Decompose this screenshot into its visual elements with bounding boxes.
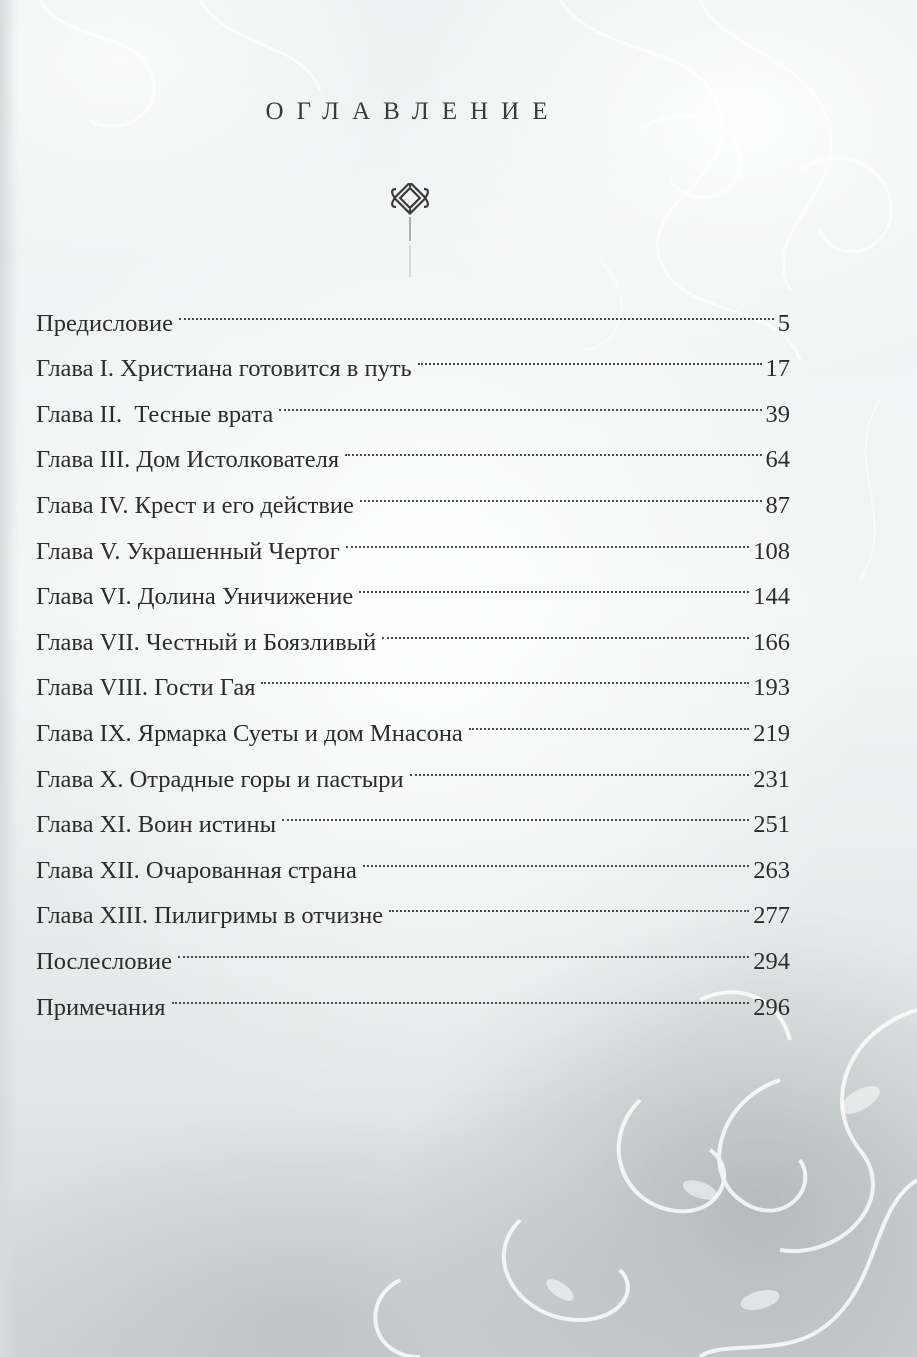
toc-leader-dots bbox=[359, 559, 749, 605]
toc-entry-page: 277 bbox=[753, 902, 790, 930]
toc-entry-page: 231 bbox=[753, 765, 790, 793]
toc-leader-dots bbox=[382, 604, 749, 650]
toc-entry-page: 296 bbox=[753, 993, 790, 1021]
table-of-contents bbox=[36, 285, 790, 1021]
toc-entry-page: 251 bbox=[753, 811, 790, 839]
toc-leader-dots bbox=[469, 695, 749, 741]
toc-entry-title: Глава I. Христиана готовится в путь bbox=[36, 355, 412, 383]
toc-entry-title: Глава XIII. Пилигримы в отчизне bbox=[36, 902, 384, 930]
toc-entry-page: 17 bbox=[765, 355, 790, 383]
endless-knot-icon bbox=[387, 183, 433, 279]
toc-leader-dots bbox=[363, 832, 749, 878]
toc-entry-page: 219 bbox=[753, 719, 790, 747]
toc-entry-title: Глава VIII. Гости Гая bbox=[36, 674, 256, 702]
toc-entry-title: Глава VI. Долина Уничижение bbox=[36, 583, 354, 611]
toc-leader-dots bbox=[261, 650, 749, 696]
toc-entry-page: 263 bbox=[753, 856, 790, 884]
toc-leader-dots bbox=[346, 513, 750, 559]
toc-leader-dots bbox=[279, 376, 761, 422]
toc-leader-dots bbox=[282, 787, 749, 833]
toc-entry-page: 87 bbox=[765, 491, 790, 519]
toc-entry-title: Предисловие bbox=[36, 309, 173, 337]
toc-leader-dots bbox=[179, 285, 774, 331]
toc-entry-title: Послесловие bbox=[36, 947, 173, 975]
toc-leader-dots bbox=[172, 969, 750, 1015]
toc-entry-page: 193 bbox=[753, 674, 790, 702]
toc-entry-page: 39 bbox=[765, 400, 790, 428]
toc-entry-title: Глава IV. Крест и его действие bbox=[36, 491, 354, 519]
toc-entry[interactable] bbox=[36, 285, 790, 337]
toc-entry-title: Глава XII. Очарованная страна bbox=[36, 856, 357, 884]
toc-entry-page: 144 bbox=[753, 583, 790, 611]
toc-entry-page: 108 bbox=[753, 537, 790, 565]
toc-leader-dots bbox=[345, 422, 761, 468]
toc-entry-title: Глава II. Тесные врата bbox=[36, 400, 274, 428]
toc-entry-title: Глава VII. Честный и Боязливый bbox=[36, 628, 377, 656]
toc-leader-dots bbox=[410, 741, 750, 787]
toc-entry-title: Глава IX. Ярмарка Суеты и дом Мнасона bbox=[36, 719, 463, 747]
toc-entry-title: Глава X. Отрадные горы и пастыри bbox=[36, 765, 404, 793]
toc-entry-title: Глава XI. Воин истины bbox=[36, 811, 277, 839]
toc-leader-dots bbox=[418, 331, 762, 377]
toc-leader-dots bbox=[360, 467, 762, 513]
toc-leader-dots bbox=[389, 878, 749, 924]
toc-entry-page: 64 bbox=[765, 446, 790, 474]
toc-entry-page: 5 bbox=[777, 309, 790, 337]
toc-entry-page: 294 bbox=[753, 947, 790, 975]
page-title: ОГЛАВЛЕНИЕ bbox=[265, 98, 561, 125]
toc-entry-title: Глава III. Дом Истолкователя bbox=[36, 446, 340, 474]
toc-entry-title: Примечания bbox=[36, 993, 166, 1021]
toc-entry-title: Глава V. Украшенный Чертог bbox=[36, 537, 340, 565]
toc-entry-page: 166 bbox=[753, 628, 790, 656]
toc-leader-dots bbox=[178, 923, 749, 969]
